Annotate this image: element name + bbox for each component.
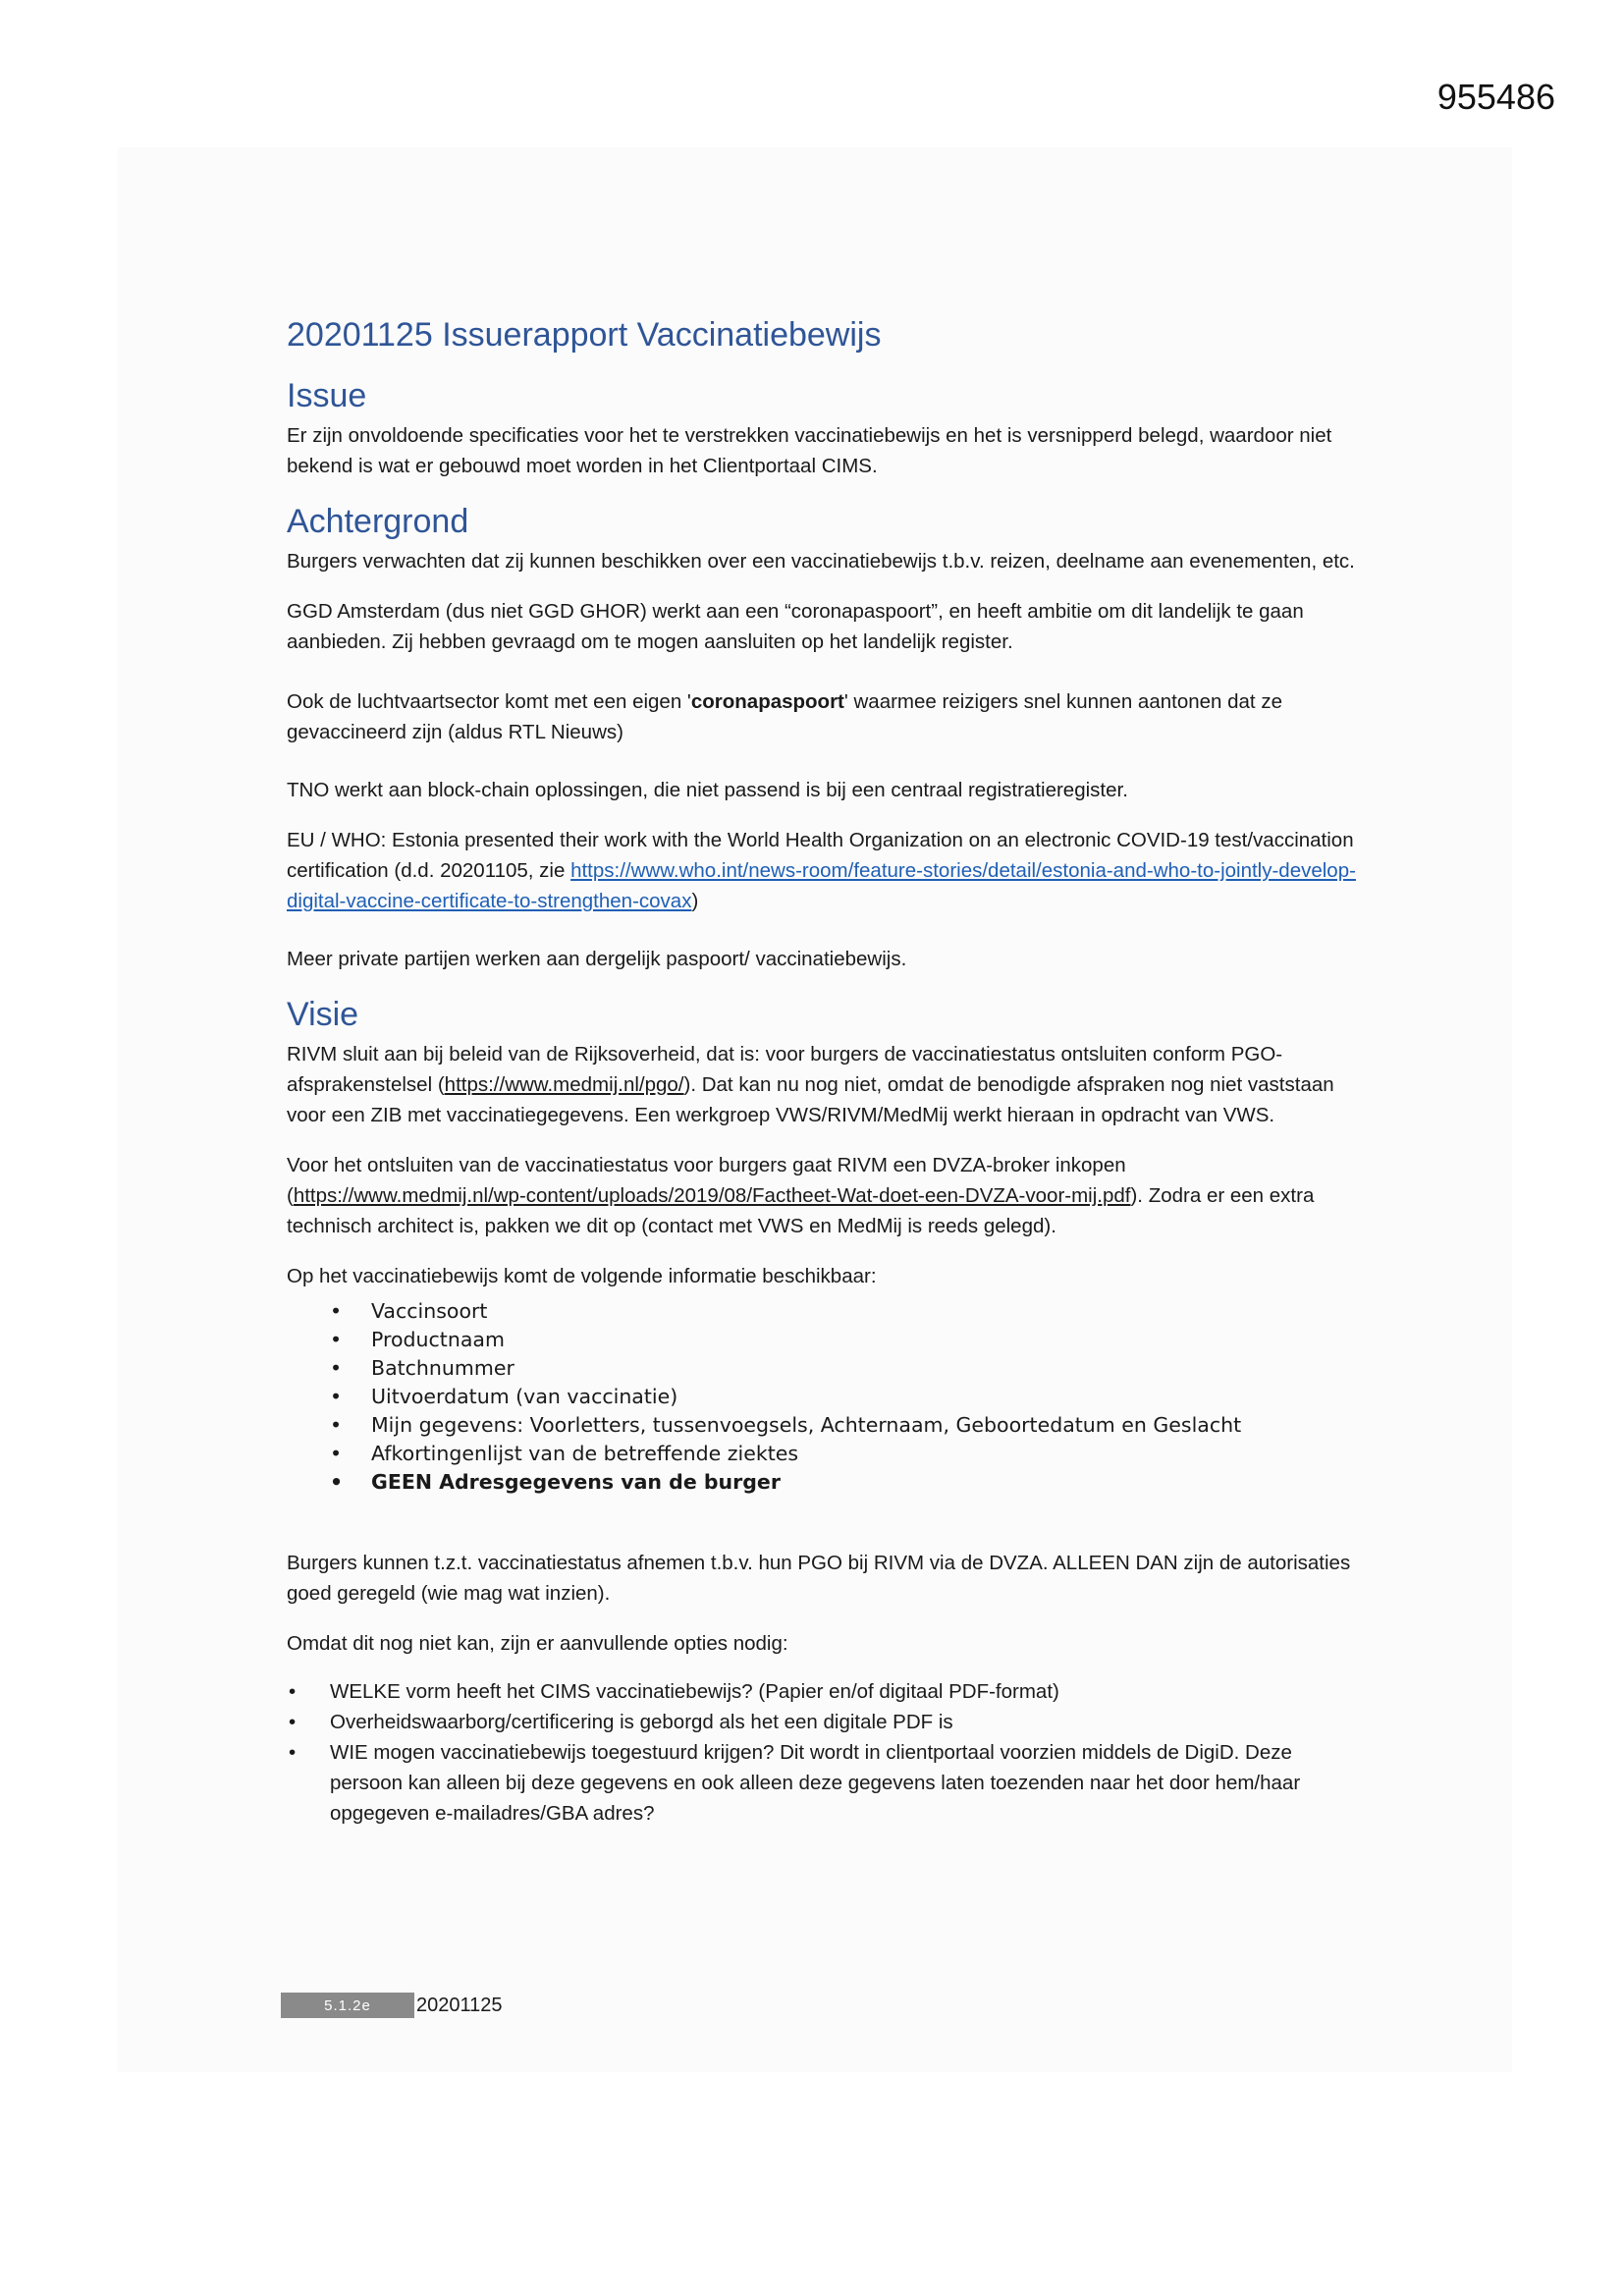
list-item: • Uitvoerdatum (van vaccinatie) bbox=[330, 1383, 1357, 1411]
footer-date: 20201125 bbox=[416, 1994, 503, 2016]
list-item: • Productnaam bbox=[330, 1326, 1357, 1354]
list-item: • Mijn gegevens: Voorletters, tussenvoegsels, Achternaam, Geboortedatum en Geslacht bbox=[330, 1411, 1357, 1440]
vision-paragraph-4: Burgers kunnen t.z.t. vaccinatiestatus afnemen t.b.v. hun PGO bij RIVM via de DVZA. ALLEEN DAN zijn de autorisaties goed geregeld (wie mag wat inzien). bbox=[287, 1552, 1351, 1605]
list-item: • Vaccinsoort bbox=[330, 1297, 1357, 1326]
footer bbox=[281, 1993, 503, 2018]
background-heading: Achtergrond bbox=[287, 503, 469, 540]
background-paragraph-3: Ook de luchtvaartsector komt met een eigen 'coronapaspoort' waarmee reizigers snel kunnen aantonen dat ze gevaccineerd zijn (aldus RTL Nieuws) bbox=[287, 690, 1282, 743]
document-number: 955486 bbox=[1436, 77, 1555, 117]
background-paragraph-4: TNO werkt aan block-chain oplossingen, die niet passend is bij een centraal registratieregister. bbox=[287, 779, 1128, 801]
background-paragraph-2: GGD Amsterdam (dus niet GGD GHOR) werkt aan een “coronapaspoort”, en heeft ambitie om dit landelijk te gaan aanbieden. Zij hebben gevraagd om te mogen aansluiten op het landelijk register. bbox=[287, 600, 1304, 653]
redaction-box: 5.1.2e bbox=[281, 1993, 414, 2018]
vision-heading: Visie bbox=[287, 996, 359, 1033]
issue-heading: Issue bbox=[287, 377, 367, 414]
page-title: 20201125 Issuerapport Vaccinatiebewijs bbox=[287, 316, 882, 354]
medmij-pgo-link[interactable]: https://www.medmij.nl/pgo/ bbox=[444, 1073, 684, 1096]
coronapaspoort-bold: coronapaspoort bbox=[690, 690, 844, 713]
vision-paragraph-1: RIVM sluit aan bij beleid van de Rijksoverheid, dat is: voor burgers de vaccinatiestatus ontsluiten conform PGO-afsprakenstelsel (https://www.medmij.nl/pgo/). Dat kan nu nog niet, omdat de benodigde afspraken nog niet vaststaan voor een ZIB met vaccinatiegegevens. Een werkgroep VWS/RIVM/MedMij werkt hieraan in opdracht van VWS. bbox=[287, 1043, 1334, 1126]
list-item: • Overheidswaarborg/certificering is geborgd als het een digitale PDF is bbox=[287, 1707, 1357, 1737]
background-paragraph-6: Meer private partijen werken aan dergelijk paspoort/ vaccinatiebewijs. bbox=[287, 948, 907, 970]
issue-text: Er zijn onvoldoende specificaties voor het te verstrekken vaccinatiebewijs en het is versnipperd belegd, waardoor niet bekend is wat er gebouwd moet worden in het Clientportaal CIMS. bbox=[287, 424, 1332, 477]
list-item: • Batchnummer bbox=[330, 1354, 1357, 1383]
who-link[interactable]: https://www.who.int/news-room/feature-stories/detail/estonia-and-who-to-jointly-develop-digital-vaccine-certificate-to-strengthen-covax bbox=[287, 859, 1356, 912]
list-item: • GEEN Adresgegevens van de burger bbox=[330, 1468, 1357, 1497]
list-item: • WIE mogen vaccinatiebewijs toegestuurd krijgen? Dit wordt in clientportaal voorzien middels de DigiD. Deze persoon kan alleen bij deze gegevens en ook alleen deze gegevens laten toezenden naar het door hem/haar opgegeven e-mailadres/GBA adres? bbox=[287, 1737, 1357, 1829]
vision-paragraph-2: Voor het ontsluiten van de vaccinatiestatus voor burgers gaat RIVM een DVZA-broker inkopen (https://www.medmij.nl/wp-content/uploads/2019/08/Factheet-Wat-doet-een-DVZA-voor-mij.pdf). Zodra er een extra technisch architect is, pakken we dit op (contact met VWS en MedMij is reeds gelegd). bbox=[287, 1154, 1315, 1237]
background-paragraph-1: Burgers verwachten dat zij kunnen beschikken over een vaccinatiebewijs t.b.v. reizen, deelname aan evenementen, etc. bbox=[287, 550, 1355, 573]
options-list bbox=[287, 1676, 1357, 1829]
info-list bbox=[287, 1297, 1357, 1497]
background-paragraph-5: EU / WHO: Estonia presented their work with the World Health Organization on an electronic COVID-19 test/vaccination certification (d.d. 20201105, zie https://www.who.int/news-room/feature-stories/detail/estonia-and-who-to-jointly-develop-digital-vaccine-certificate-to-strengthen-covax) bbox=[287, 829, 1356, 912]
vision-paragraph-5: Omdat dit nog niet kan, zijn er aanvullende opties nodig: bbox=[287, 1632, 788, 1655]
vision-paragraph-3: Op het vaccinatiebewijs komt de volgende informatie beschikbaar: bbox=[287, 1265, 877, 1287]
list-item: • Afkortingenlijst van de betreffende ziektes bbox=[330, 1440, 1357, 1468]
document-body bbox=[287, 312, 1357, 1829]
medmij-dvza-link[interactable]: https://www.medmij.nl/wp-content/uploads/2019/08/Factheet-Wat-doet-een-DVZA-voor-mij.pdf bbox=[293, 1184, 1131, 1207]
list-item: • WELKE vorm heeft het CIMS vaccinatiebewijs? (Papier en/of digitaal PDF-format) bbox=[287, 1676, 1357, 1707]
